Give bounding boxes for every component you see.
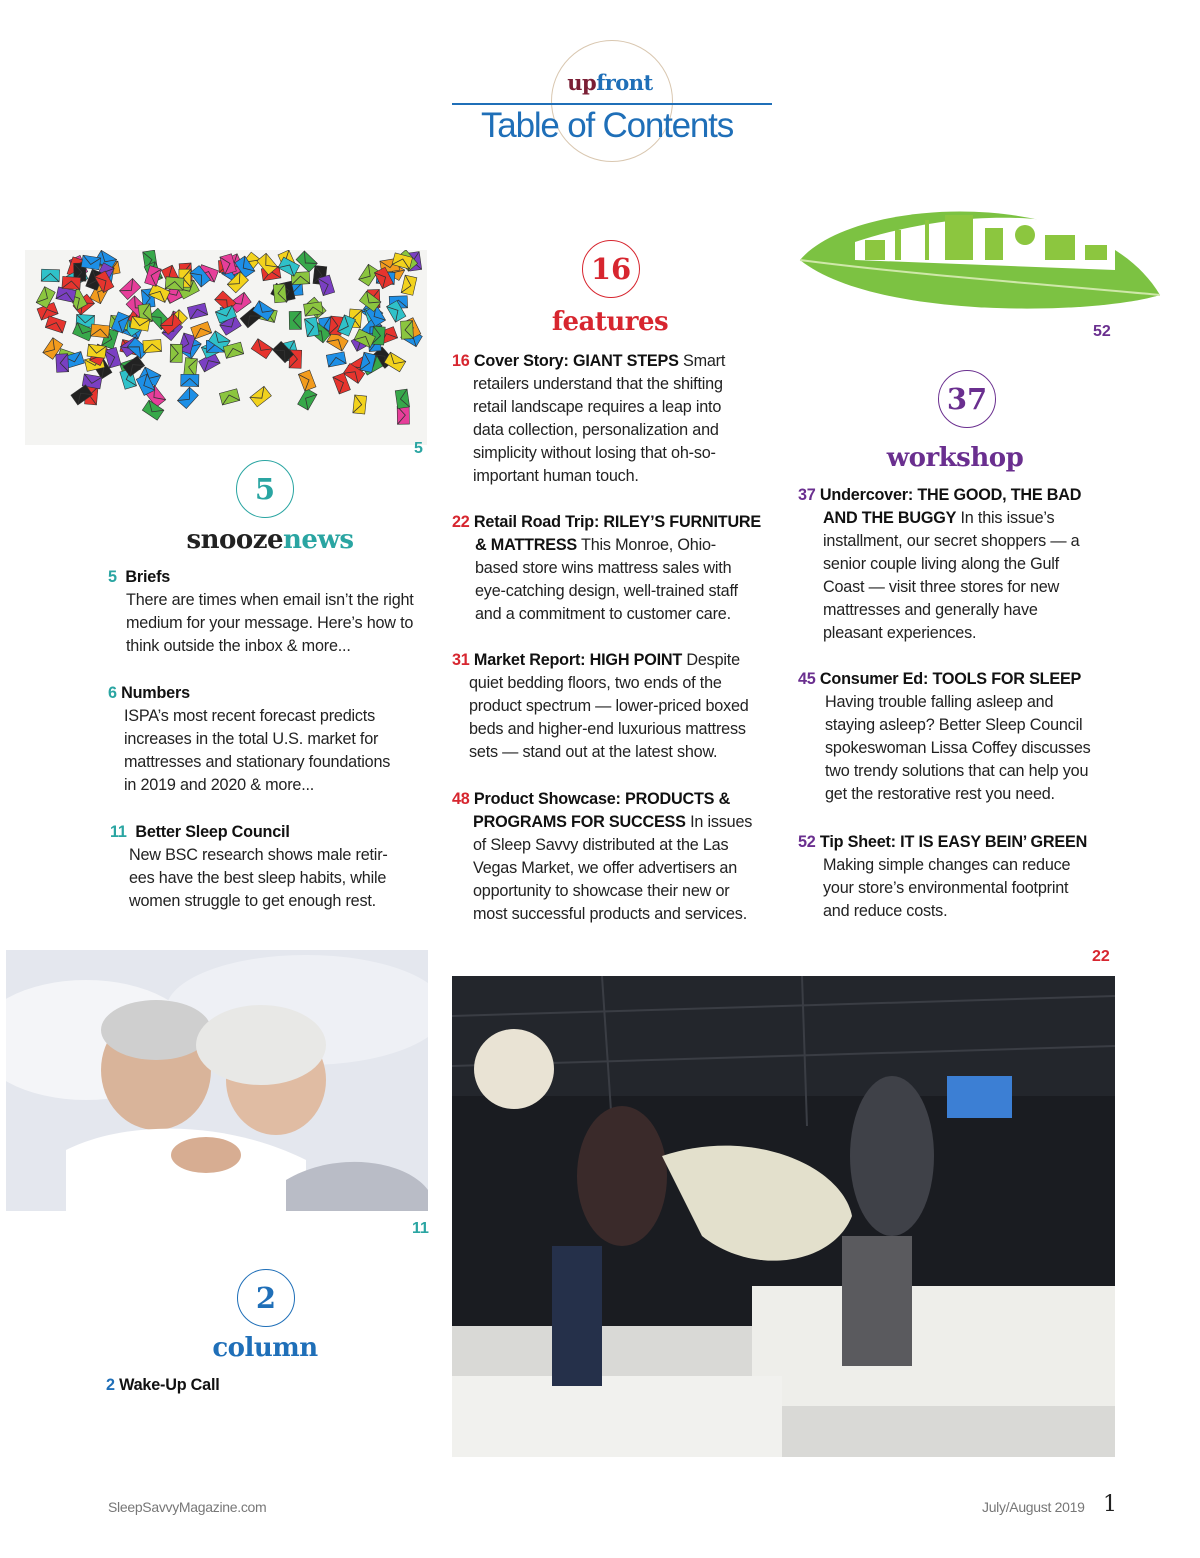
entry-text-line: senior couple living along the Gulf bbox=[823, 555, 1059, 573]
caption-leaf: 52 bbox=[1093, 323, 1111, 340]
entry-text-line: In this issue’s bbox=[956, 509, 1055, 527]
entry-text-line: beds and higher-end luxurious mattress bbox=[469, 720, 746, 738]
features-section-title: features bbox=[551, 307, 669, 337]
entry-text-line: This Monroe, Ohio- bbox=[577, 536, 716, 554]
entry-text-line: Smart bbox=[678, 352, 726, 370]
email-tiles-photo bbox=[25, 250, 427, 445]
entry-text-line: women struggle to get enough rest. bbox=[129, 892, 376, 910]
entry-text-line: In issues bbox=[685, 813, 753, 831]
entry-page-number: 11 bbox=[110, 823, 127, 841]
entry-text-line: New BSC research shows male retir- bbox=[129, 846, 388, 864]
kicker-front: front bbox=[596, 70, 653, 95]
toc-entry-cover-story[interactable] bbox=[452, 350, 725, 488]
entry-heading: Better Sleep Council bbox=[135, 823, 290, 841]
entry-text-line: Coast — visit three stores for new bbox=[823, 578, 1060, 596]
entry-text-line: Vegas Market, we offer advertisers an bbox=[473, 859, 738, 877]
snoozenews-section-title bbox=[115, 525, 425, 555]
entry-text-line: ISPA’s most recent forecast predicts bbox=[124, 707, 375, 725]
green-leaf-photo bbox=[795, 190, 1167, 320]
caption-couple: 11 bbox=[412, 1220, 429, 1237]
page-title: Table of Contents bbox=[481, 106, 733, 145]
entry-text-line: Making simple changes can reduce bbox=[823, 856, 1071, 874]
entry-page-number: 48 bbox=[452, 790, 470, 808]
entry-text-line: most successful products and services. bbox=[473, 905, 747, 923]
entry-page-number: 16 bbox=[452, 352, 470, 370]
entry-heading: Consumer Ed: TOOLS FOR SLEEP bbox=[819, 670, 1082, 688]
snoozenews-number-circle: 5 bbox=[236, 460, 294, 518]
entry-text-line: Despite bbox=[682, 651, 740, 669]
entry-page-number: 52 bbox=[798, 833, 816, 851]
page-number: 1 bbox=[1103, 1492, 1117, 1517]
entry-text-line: ees have the best sleep habits, while bbox=[129, 869, 387, 887]
entry-text-line: think outside the inbox & more... bbox=[126, 637, 351, 655]
toc-entry-briefs[interactable] bbox=[108, 566, 414, 658]
toc-entry-retail-road-trip[interactable] bbox=[452, 511, 761, 626]
caption-pillow-fight: 22 bbox=[1092, 948, 1110, 965]
entry-text-line: quiet bedding floors, two ends of the bbox=[469, 674, 722, 692]
entry-text-line: retailers understand that the shifting bbox=[473, 375, 723, 393]
entry-text-line: product spectrum — lower-priced boxed bbox=[469, 697, 749, 715]
toc-entry-consumer-ed[interactable] bbox=[798, 668, 1091, 806]
toc-entry-numbers[interactable] bbox=[108, 682, 390, 797]
entry-text-line: opportunity to showcase their new or bbox=[473, 882, 730, 900]
entry-text-line: get the restorative rest you need. bbox=[825, 785, 1055, 803]
entry-text-line: Having trouble falling asleep and bbox=[825, 693, 1054, 711]
entry-text-line: pleasant experiences. bbox=[823, 624, 977, 642]
entry-text-line: staying asleep? Better Sleep Council bbox=[825, 716, 1083, 734]
toc-entry-wake-up-call[interactable] bbox=[106, 1374, 220, 1397]
entry-heading: Product Showcase: PRODUCTS & bbox=[473, 790, 731, 808]
pillow-fight-photo bbox=[452, 976, 1115, 1457]
sleeping-couple-photo bbox=[6, 950, 428, 1211]
entry-page-number: 45 bbox=[798, 670, 816, 688]
footer-site[interactable]: SleepSavvyMagazine.com bbox=[108, 1499, 267, 1515]
entry-text-line: data collection, personalization and bbox=[473, 421, 719, 439]
workshop-number-circle: 37 bbox=[938, 370, 996, 428]
entry-heading: Retail Road Trip: RILEY’S FURNITURE bbox=[473, 513, 762, 531]
entry-page-number: 5 bbox=[108, 568, 117, 586]
entry-text-line: mattresses and generally have bbox=[823, 601, 1038, 619]
workshop-section-title: workshop bbox=[886, 443, 1024, 473]
entry-text-line: of Sleep Savvy distributed at the Las bbox=[473, 836, 729, 854]
header-rule bbox=[452, 103, 772, 105]
features-number-circle: 16 bbox=[582, 240, 640, 298]
entry-text-line: eye-catching design, well-trained staff bbox=[475, 582, 738, 600]
entry-text-line: mattresses and stationary foundations bbox=[124, 753, 391, 771]
entry-heading-continued: & MATTRESS bbox=[475, 536, 578, 554]
entry-text-line: important human touch. bbox=[473, 467, 639, 485]
section-kicker bbox=[0, 70, 1200, 95]
snoozenews-title-part-b: news bbox=[283, 525, 354, 555]
toc-entry-tip-sheet[interactable] bbox=[798, 831, 1087, 923]
toc-entry-better-sleep-council[interactable] bbox=[110, 821, 388, 913]
entry-text-line: spokeswoman Lissa Coffey discusses bbox=[825, 739, 1091, 757]
entry-heading-continued: AND THE BUGGY bbox=[823, 509, 957, 527]
column-section-title: column bbox=[212, 1333, 318, 1363]
entry-heading: Tip Sheet: IT IS EASY BEIN’ GREEN bbox=[819, 833, 1088, 851]
entry-text-line: medium for your message. Here’s how to bbox=[126, 614, 414, 632]
entry-page-number: 37 bbox=[798, 486, 816, 504]
entry-text-line: in 2019 and 2020 & more... bbox=[124, 776, 315, 794]
toc-entry-product-showcase[interactable] bbox=[452, 788, 752, 926]
entry-heading: Numbers bbox=[121, 684, 190, 702]
entry-text-line: increases in the total U.S. market for bbox=[124, 730, 379, 748]
snoozenews-title-part-a: snooze bbox=[186, 525, 284, 555]
entry-text-line: two trendy solutions that can help you bbox=[825, 762, 1089, 780]
entry-heading: Wake-Up Call bbox=[119, 1376, 220, 1394]
entry-text-line: simplicity without losing that oh-so- bbox=[473, 444, 716, 462]
entry-heading: Briefs bbox=[125, 568, 171, 586]
entry-page-number: 22 bbox=[452, 513, 470, 531]
entry-text-line: installment, our secret shoppers — a bbox=[823, 532, 1080, 550]
entry-text-line: retail landscape requires a leap into bbox=[473, 398, 722, 416]
footer-issue: July/August 2019 bbox=[982, 1499, 1085, 1515]
caption-emails: 5 bbox=[414, 440, 423, 457]
entry-page-number: 31 bbox=[452, 651, 470, 669]
entry-heading-continued: PROGRAMS FOR SUCCESS bbox=[473, 813, 686, 831]
entry-text-line: and reduce costs. bbox=[823, 902, 948, 920]
entry-text-line: sets — stand out at the latest show. bbox=[469, 743, 718, 761]
entry-heading: Undercover: THE GOOD, THE BAD bbox=[819, 486, 1082, 504]
entry-heading: Market Report: HIGH POINT bbox=[473, 651, 683, 669]
entry-text-line: your store’s environmental footprint bbox=[823, 879, 1069, 897]
toc-entry-undercover[interactable] bbox=[798, 484, 1081, 645]
entry-page-number: 2 bbox=[106, 1376, 115, 1394]
entry-text-line: There are times when email isn’t the right bbox=[126, 591, 414, 609]
entry-text-line: and a commitment to customer care. bbox=[475, 605, 731, 623]
column-number-circle: 2 bbox=[237, 1269, 295, 1327]
kicker-up: up bbox=[567, 70, 597, 95]
entry-text-line: based store wins mattress sales with bbox=[475, 559, 732, 577]
entry-page-number: 6 bbox=[108, 684, 117, 702]
toc-entry-market-report[interactable] bbox=[452, 649, 749, 764]
entry-heading: Cover Story: GIANT STEPS bbox=[473, 352, 679, 370]
